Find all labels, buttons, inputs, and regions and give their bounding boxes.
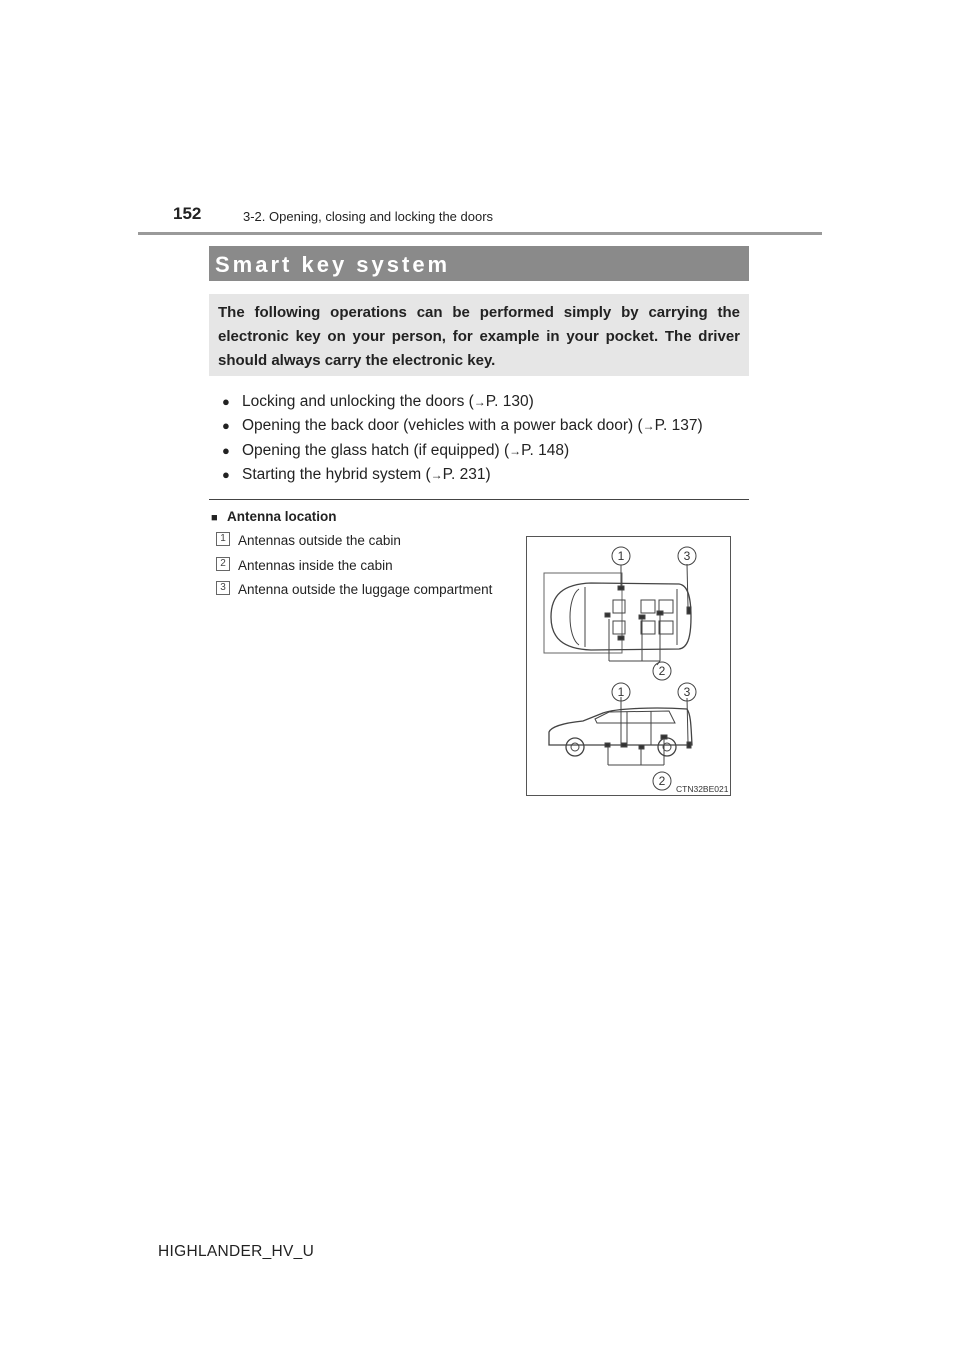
legend-text: Antennas outside the cabin (238, 533, 401, 548)
legend-text: Antennas inside the cabin (238, 557, 393, 573)
page-ref-link[interactable]: P. 231 (442, 465, 486, 483)
callout-label: 3 (683, 549, 691, 563)
figure-code: CTN32BE021 (676, 784, 729, 794)
bullet-icon: ● (222, 466, 230, 482)
legend-item (216, 581, 506, 599)
list-item: ● Opening the back door (vehicles with a power back door) (→P. 137) (222, 415, 762, 439)
list-item-text: Opening the back door (vehicles with a power back door) ( (242, 417, 643, 435)
legend-item (216, 557, 506, 575)
footer-model: HIGHLANDER_HV_U (158, 1243, 315, 1260)
callout-label: 1 (617, 685, 625, 699)
number-badge: 2 (216, 557, 230, 571)
page-ref-link[interactable]: P. 148 (521, 441, 564, 459)
operations-list (222, 391, 762, 488)
list-item: ● Opening the glass hatch (if equipped) (→P. 148) (222, 440, 762, 464)
intro-text: The following operations can be performed simply by carrying the electronic key on your person, for example in your pocket. The driver should always carry the electronic key. (218, 304, 740, 369)
header-rule (138, 232, 822, 235)
list-item-text: Starting the hybrid system ( (242, 465, 431, 483)
legend-text: Antenna outside the luggage compartment (238, 582, 493, 597)
title-bar (209, 246, 749, 281)
number-badge: 3 (216, 581, 230, 595)
intro-box (209, 294, 749, 376)
callout-label: 1 (617, 549, 625, 563)
callout-label: 3 (683, 685, 691, 699)
list-item: ● Locking and unlocking the doors (→P. 130) (222, 391, 762, 415)
car-illustration (527, 537, 732, 797)
page-number: 152 (173, 204, 202, 223)
arrow-right-icon: → (642, 419, 655, 434)
antenna-legend (216, 532, 506, 606)
page-ref-link[interactable]: P. 130 (485, 393, 529, 410)
antenna-diagram (526, 536, 731, 796)
callout-label: 2 (658, 664, 666, 678)
antenna-heading: ■ Antenna location (211, 509, 337, 524)
callout-label: 2 (658, 774, 666, 788)
list-item: ● Starting the hybrid system (→P. 231) (222, 464, 762, 488)
section-header: 3-2. Opening, closing and locking the doors (243, 209, 494, 224)
list-item-text: Opening the glass hatch (if equipped) ( (242, 441, 510, 459)
arrow-right-icon: → (473, 395, 486, 409)
arrow-right-icon: → (509, 443, 522, 458)
bullet-icon: ● (222, 418, 230, 434)
list-item-text: Locking and unlocking the doors ( (242, 393, 474, 410)
bullet-icon: ● (222, 394, 230, 409)
arrow-right-icon: → (430, 467, 443, 482)
page-ref-link[interactable]: P. 137 (654, 417, 698, 435)
page-title: Smart key system (215, 252, 451, 277)
section-divider (209, 499, 749, 500)
bullet-icon: ● (222, 442, 230, 458)
number-badge: 1 (216, 532, 230, 546)
square-bullet-icon: ■ (211, 512, 218, 524)
legend-item (216, 532, 506, 550)
